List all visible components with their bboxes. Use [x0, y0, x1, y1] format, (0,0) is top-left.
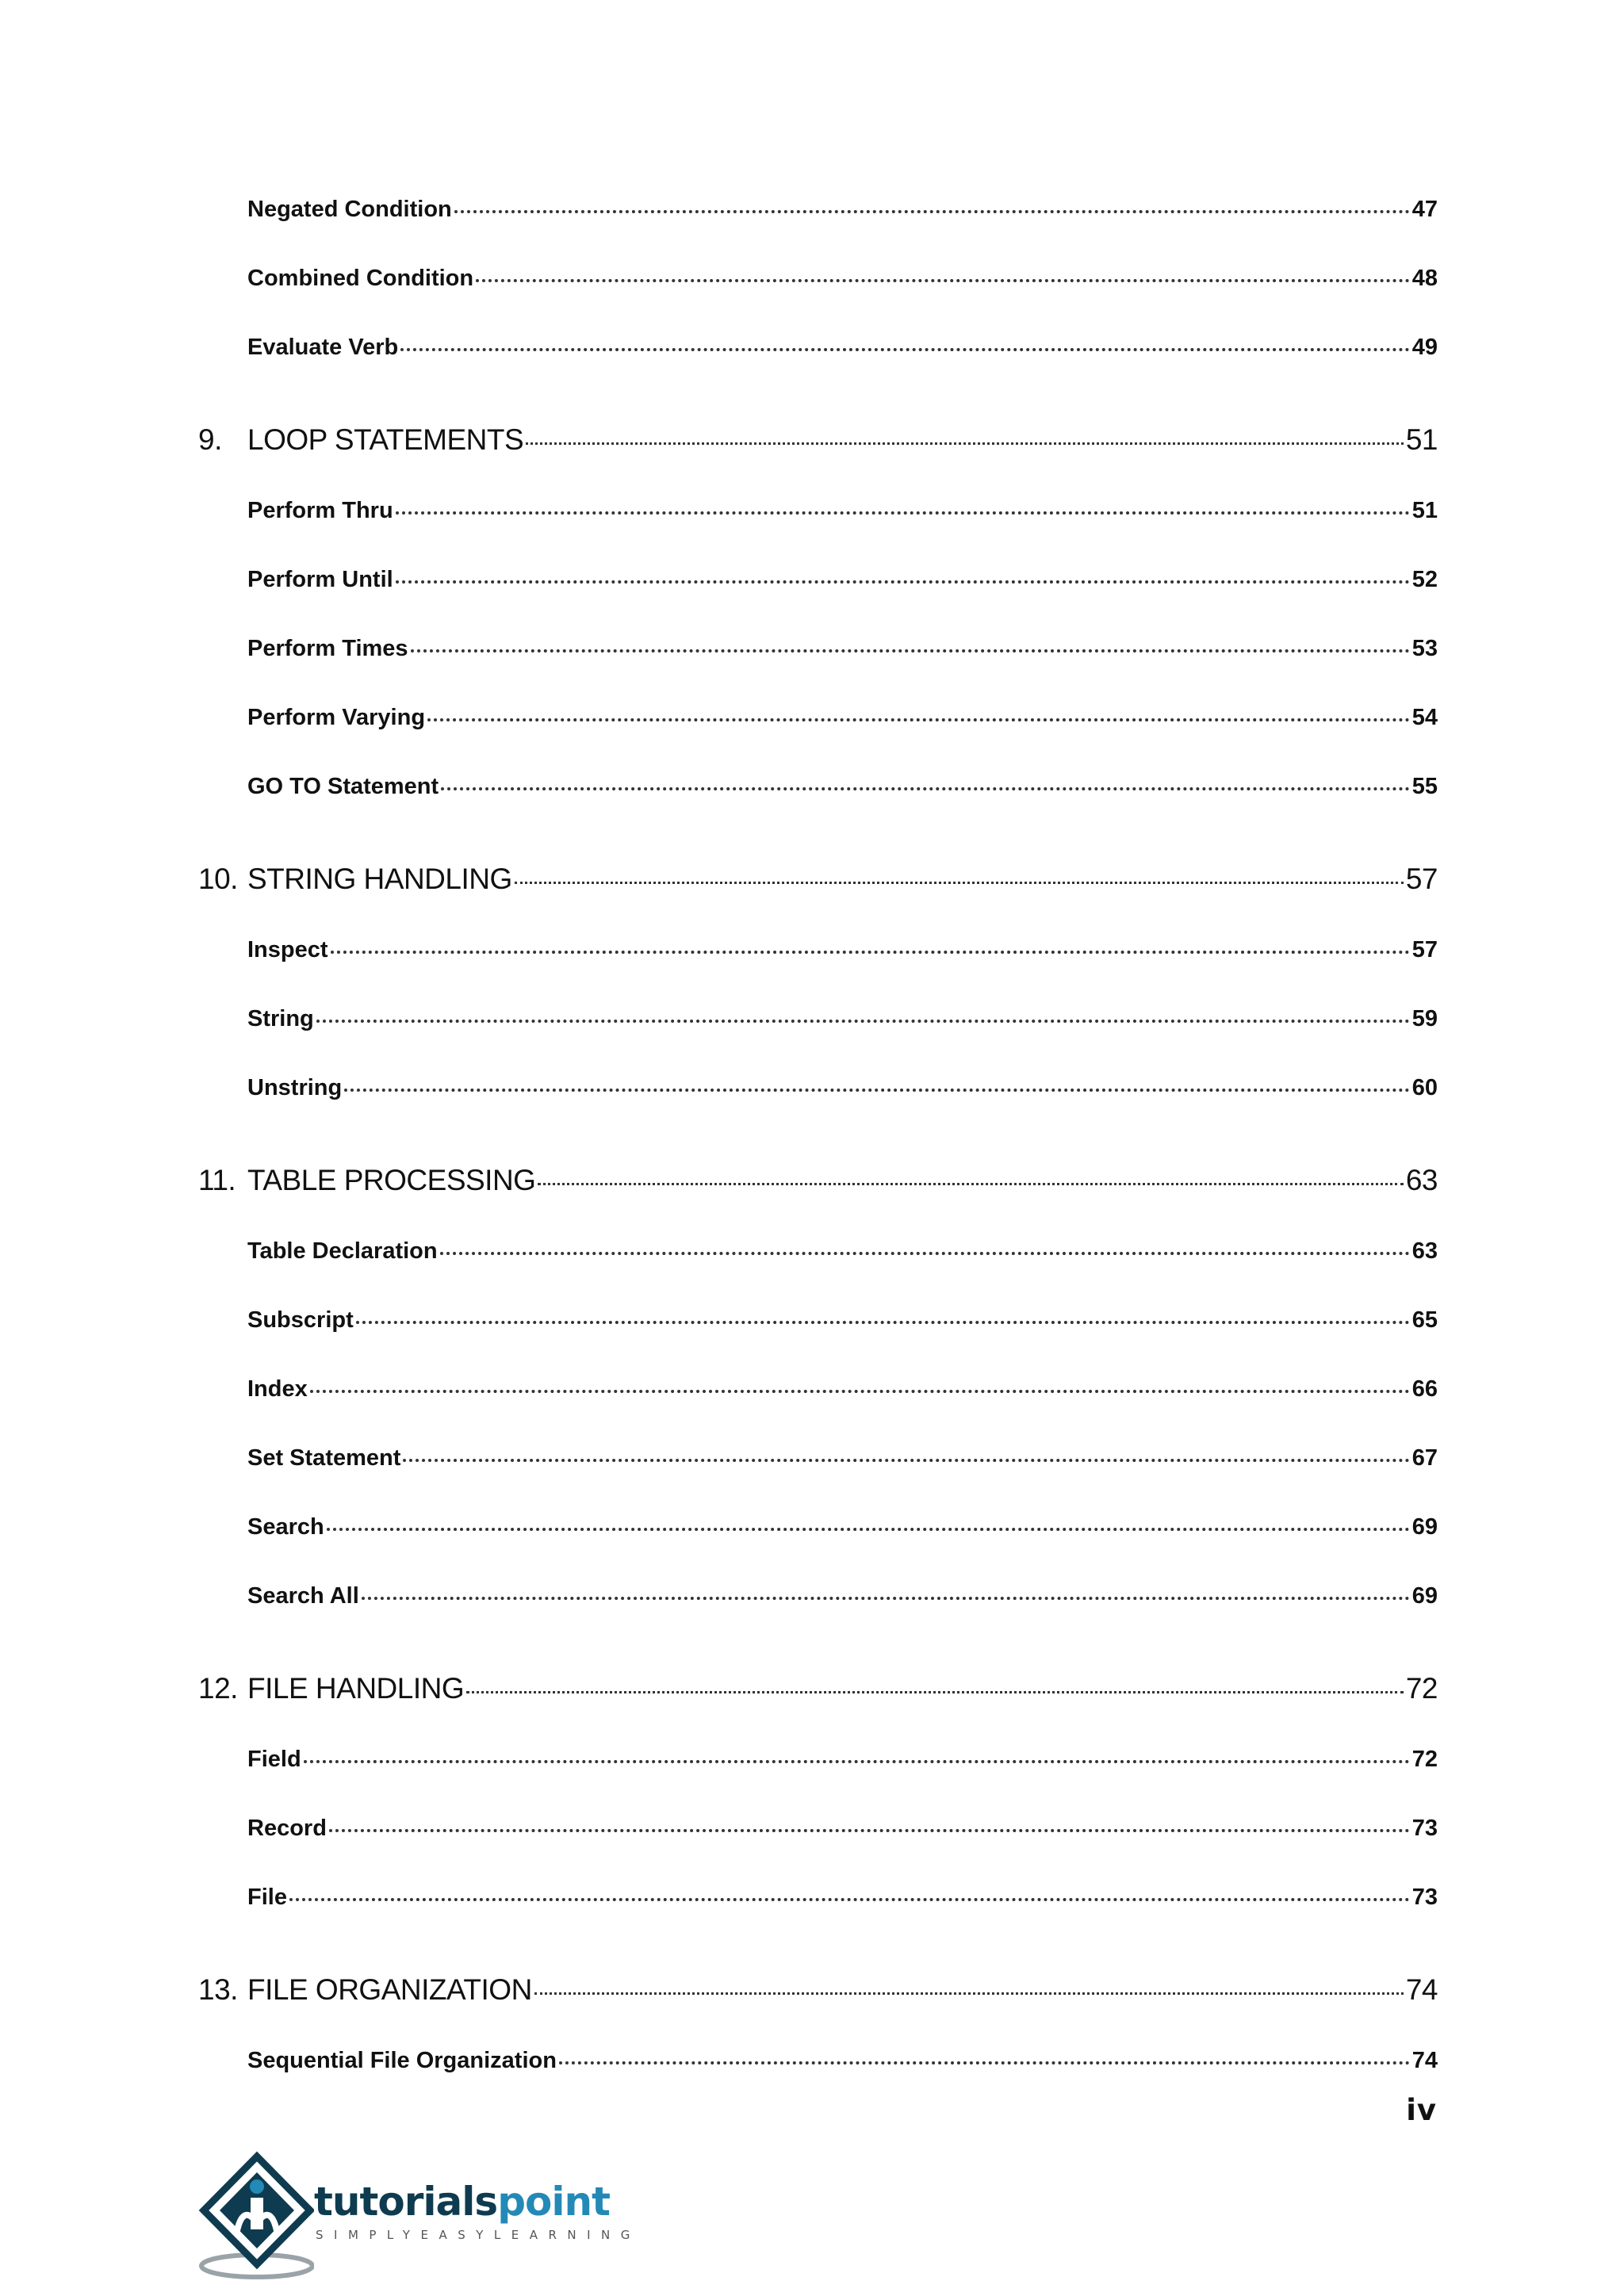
toc-entry-page: 67 — [1411, 1445, 1438, 1471]
toc-section-entry[interactable] — [247, 1376, 1438, 1402]
tutorialspoint-logo — [195, 2141, 641, 2283]
toc-entry-title: Set Statement — [247, 1445, 401, 1471]
toc-section-entry[interactable] — [247, 498, 1438, 524]
toc-section-entry[interactable] — [247, 1747, 1438, 1773]
toc-chapter-entry[interactable] — [198, 1672, 1438, 1705]
toc-entry-title: Combined Condition — [247, 266, 474, 291]
toc-chapter-entry[interactable] — [198, 863, 1438, 896]
toc-dot-leader — [403, 1459, 1409, 1462]
toc-dot-leader — [304, 1760, 1410, 1763]
toc-entry-title: Unstring — [247, 1075, 343, 1100]
toc-section-entry[interactable] — [247, 1307, 1438, 1334]
toc-entry-title: GO TO Statement — [247, 774, 439, 799]
toc-entry-title: Search All — [247, 1583, 359, 1609]
toc-entry-title: Perform Varying — [247, 705, 426, 730]
toc-section-entry[interactable] — [247, 335, 1438, 361]
toc-entry-page: 65 — [1411, 1307, 1438, 1333]
toc-dot-leader — [427, 718, 1410, 721]
toc-dot-leader — [289, 1898, 1410, 1901]
toc-entry-title: Search — [247, 1514, 324, 1540]
toc-dot-leader — [466, 1691, 1404, 1693]
toc-entry-page: 52 — [1411, 567, 1438, 592]
toc-section-entry[interactable] — [247, 2048, 1438, 2074]
toc-chapter-number: 9. — [198, 423, 222, 456]
toc-section-entry[interactable] — [247, 567, 1438, 593]
toc-entry-title: Index — [247, 1376, 308, 1402]
toc-section-entry[interactable] — [247, 1514, 1438, 1540]
toc-entry-page: 72 — [1405, 1672, 1438, 1705]
toc-dot-leader — [344, 1089, 1410, 1092]
logo-tagline: SIMPLYEASYLEARNING — [316, 2228, 641, 2242]
toc-section-entry[interactable] — [247, 1445, 1438, 1471]
logo-word-tutorials: tutorials — [314, 2179, 498, 2225]
toc-dot-leader — [534, 1992, 1404, 1995]
toc-chapter-entry[interactable] — [198, 1164, 1438, 1197]
toc-section-entry[interactable] — [247, 197, 1438, 223]
toc-entry-title: Sequential File Organization — [247, 2048, 557, 2073]
toc-entry-page: 63 — [1411, 1238, 1438, 1264]
toc-entry-title: FILE ORGANIZATION — [247, 1973, 532, 2006]
toc-chapter-number: 11. — [198, 1164, 236, 1196]
toc-chapter-entry[interactable] — [198, 1973, 1438, 2007]
toc-entry-title: Evaluate Verb — [247, 335, 399, 360]
toc-entry-title: Perform Until — [247, 567, 393, 592]
toc-entry-title: Inspect — [247, 937, 328, 962]
toc-entry-page: 57 — [1411, 937, 1438, 962]
toc-section-entry[interactable] — [247, 937, 1438, 963]
toc-entry-title: LOOP STATEMENTS — [247, 423, 524, 456]
toc-entry-page: 63 — [1405, 1164, 1438, 1196]
toc-section-entry[interactable] — [247, 1583, 1438, 1609]
toc-entry-title: Subscript — [247, 1307, 354, 1333]
toc-entry-title: Field — [247, 1747, 301, 1772]
toc-dot-leader — [362, 1597, 1410, 1600]
toc-entry-title: Perform Times — [247, 636, 408, 661]
toc-entry-page: 59 — [1411, 1006, 1438, 1031]
toc-dot-leader — [559, 2061, 1410, 2064]
toc-dot-leader — [411, 649, 1410, 652]
toc-entry-title: Negated Condition — [247, 197, 452, 222]
toc-section-entry[interactable] — [247, 1885, 1438, 1911]
toc-dot-leader — [440, 1252, 1410, 1255]
toc-entry-title: File — [247, 1885, 287, 1910]
toc-entry-page: 55 — [1411, 774, 1438, 799]
logo-word-point: point — [497, 2179, 610, 2225]
toc-entry-page: 73 — [1411, 1885, 1438, 1910]
toc-section-entry[interactable] — [247, 705, 1438, 731]
toc-entry-page: 66 — [1411, 1376, 1438, 1402]
toc-chapter-number: 10. — [198, 863, 238, 895]
toc-entry-page: 60 — [1411, 1075, 1438, 1100]
toc-entry-title: STRING HANDLING — [247, 863, 512, 895]
toc-section-entry[interactable] — [247, 1075, 1438, 1101]
toc-entry-page: 51 — [1411, 498, 1438, 523]
toc-entry-page: 73 — [1411, 1816, 1438, 1841]
toc-entry-page: 47 — [1411, 197, 1438, 222]
tutorialspoint-logo-icon — [195, 2141, 314, 2283]
logo-wordmark — [314, 2179, 610, 2225]
toc-section-entry[interactable] — [247, 774, 1438, 800]
toc-entry-page: 51 — [1405, 423, 1438, 456]
toc-entry-page: 48 — [1411, 266, 1438, 291]
toc-dot-leader — [329, 1829, 1410, 1832]
toc-entry-title: String — [247, 1006, 314, 1031]
toc-dot-leader — [538, 1183, 1403, 1185]
page-number: iv — [1406, 2093, 1437, 2127]
toc-entry-title: FILE HANDLING — [247, 1672, 465, 1705]
toc-entry-title: Table Declaration — [247, 1238, 438, 1264]
toc-dot-leader — [396, 580, 1410, 584]
toc-chapter-number: 13. — [198, 1973, 238, 2006]
toc-entry-title: Perform Thru — [247, 498, 393, 523]
toc-entry-page: 74 — [1411, 2048, 1438, 2073]
toc-entry-page: 72 — [1411, 1747, 1438, 1772]
toc-dot-leader — [316, 1020, 1410, 1023]
toc-section-entry[interactable] — [247, 636, 1438, 662]
toc-chapter-entry[interactable] — [198, 423, 1438, 457]
toc-entry-page: 53 — [1411, 636, 1438, 661]
toc-section-entry[interactable] — [247, 1006, 1438, 1032]
toc-dot-leader — [526, 442, 1404, 445]
toc-dot-leader — [515, 882, 1404, 884]
toc-section-entry[interactable] — [247, 1816, 1438, 1842]
toc-entry-page: 54 — [1411, 705, 1438, 730]
toc-dot-leader — [310, 1390, 1410, 1393]
toc-dot-leader — [476, 279, 1410, 282]
toc-dot-leader — [441, 787, 1410, 790]
toc-dot-leader — [396, 511, 1410, 515]
toc-dot-leader — [331, 951, 1410, 954]
toc-dot-leader — [327, 1528, 1410, 1531]
toc-dot-leader — [454, 210, 1410, 213]
toc-entry-page: 57 — [1405, 863, 1438, 895]
toc-section-entry[interactable] — [247, 1238, 1438, 1265]
toc-section-entry[interactable] — [247, 266, 1438, 292]
toc-chapter-number: 12. — [198, 1672, 238, 1705]
toc-entry-page: 69 — [1411, 1514, 1438, 1540]
toc-entry-page: 69 — [1411, 1583, 1438, 1609]
toc-entry-title: TABLE PROCESSING — [247, 1164, 536, 1196]
toc-dot-leader — [400, 348, 1410, 351]
toc-entry-page: 49 — [1411, 335, 1438, 360]
toc-dot-leader — [356, 1321, 1410, 1324]
toc-entry-title: Record — [247, 1816, 327, 1841]
toc-entry-page: 74 — [1405, 1973, 1438, 2006]
